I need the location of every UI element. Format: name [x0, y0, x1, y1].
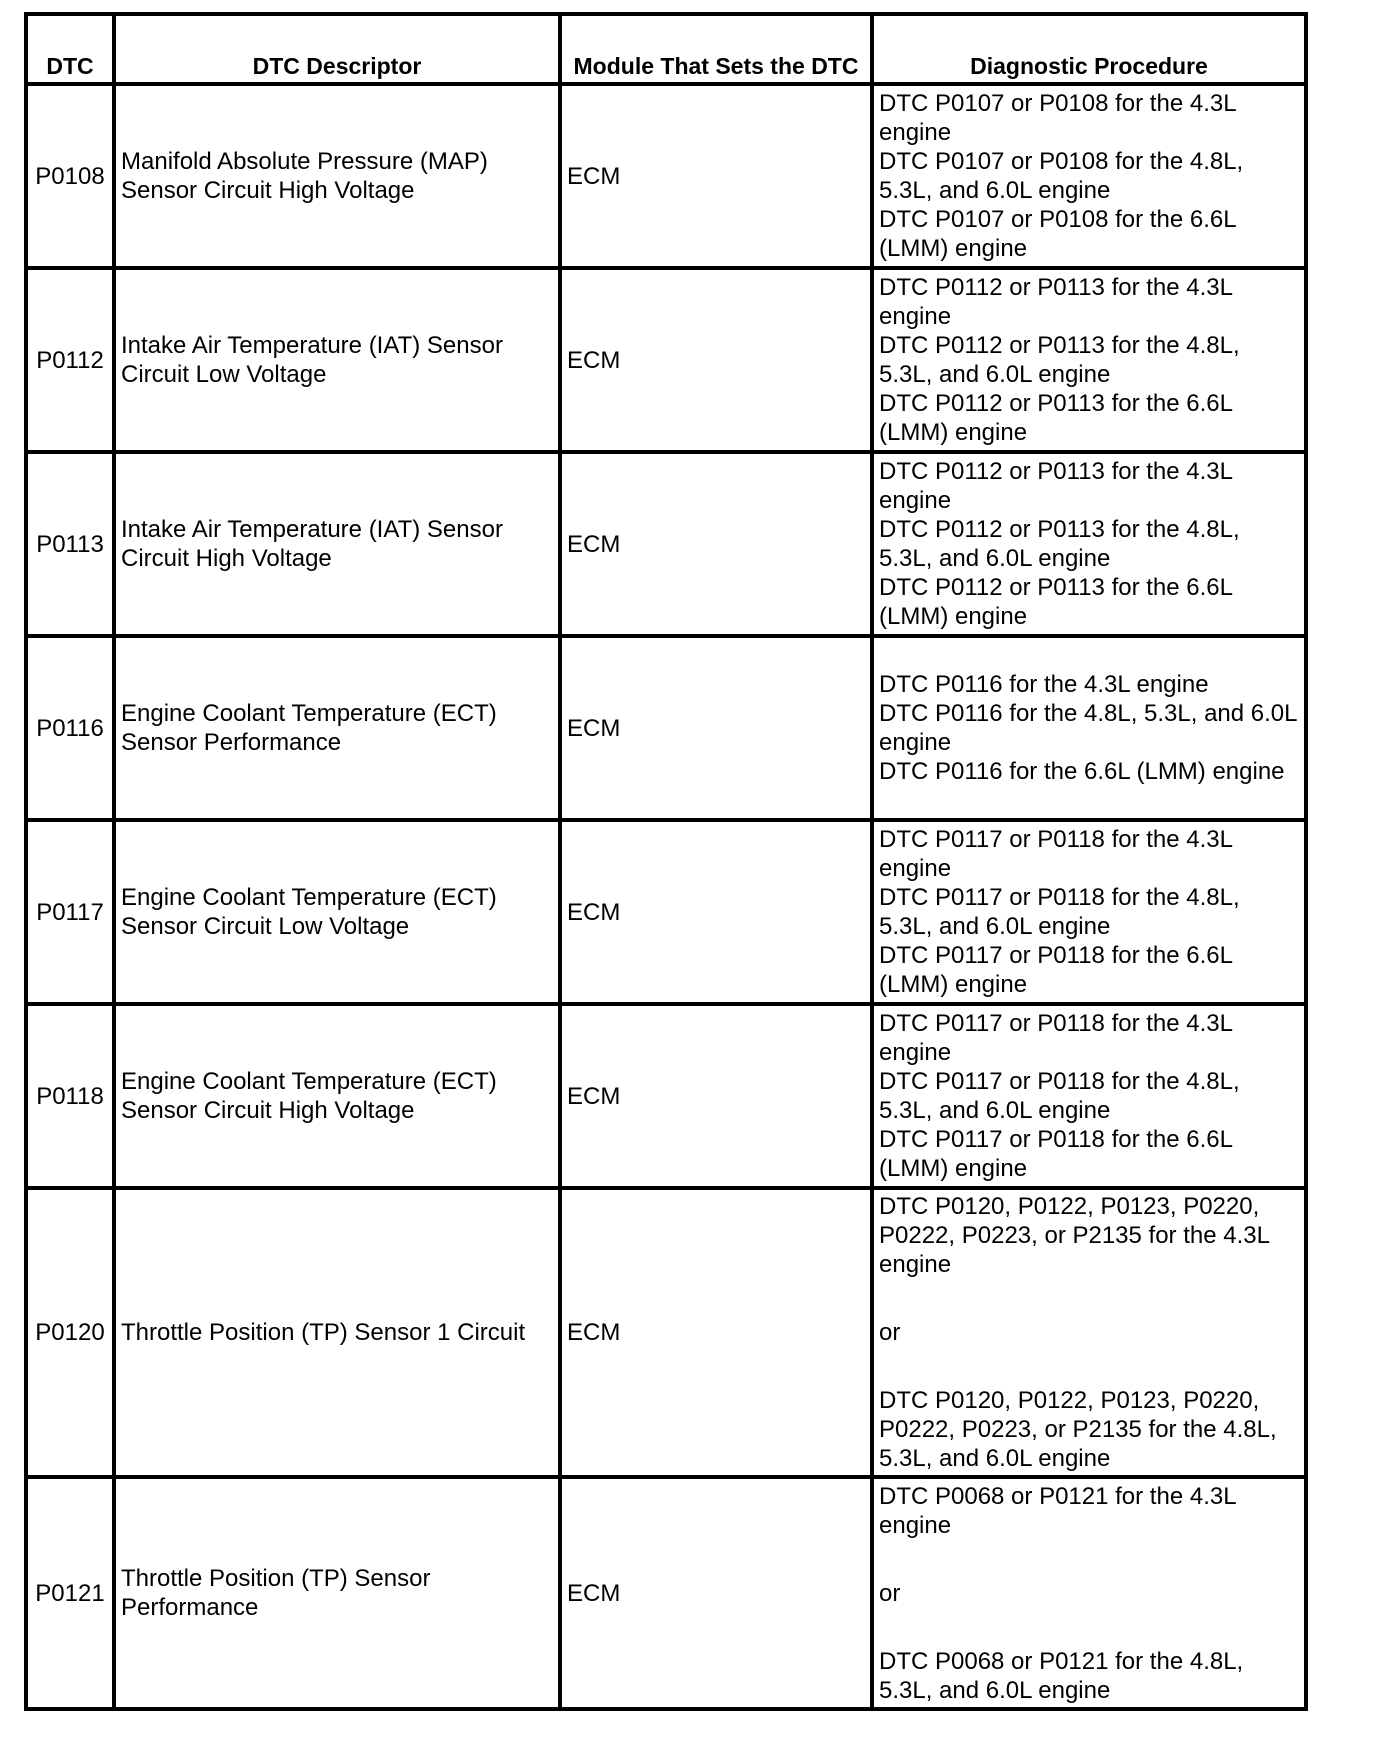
procedure-link[interactable]: DTC P0117 or P0118 for the 4.8L, 5.3L, and 6.0L engine — [879, 1068, 1240, 1124]
diagnostic-procedure — [872, 452, 1306, 636]
procedure-link[interactable]: DTC P0116 for the 4.8L, 5.3L, and 6.0L engine — [879, 700, 1297, 756]
procedure-link[interactable]: DTC P0112 or P0113 for the 4.8L, 5.3L, and 6.0L engine — [879, 516, 1240, 572]
module-name: ECM — [560, 84, 872, 268]
table-row — [26, 1004, 1306, 1188]
header-descriptor: DTC Descriptor — [114, 14, 560, 84]
table-row — [26, 1477, 1306, 1709]
dtc-descriptor: Engine Coolant Temperature (ECT) Sensor Circuit Low Voltage — [114, 820, 560, 1004]
procedure-link[interactable]: DTC P0068 or P0121 for the 4.3L engine — [879, 1482, 1236, 1539]
dtc-code: P0113 — [26, 452, 114, 636]
dtc-descriptor: Throttle Position (TP) Sensor Performance — [114, 1477, 560, 1709]
diagnostic-procedure — [872, 1477, 1306, 1709]
dtc-descriptor: Engine Coolant Temperature (ECT) Sensor Circuit High Voltage — [114, 1004, 560, 1188]
procedure-link[interactable]: DTC P0112 or P0113 for the 4.3L engine — [879, 274, 1233, 330]
procedure-link[interactable]: DTC P0117 or P0118 for the 6.6L (LMM) engine — [879, 942, 1233, 998]
dtc-descriptor: Intake Air Temperature (IAT) Sensor Circuit High Voltage — [114, 452, 560, 636]
header-dtc: DTC — [26, 14, 114, 84]
procedure-link[interactable]: DTC P0117 or P0118 for the 4.8L, 5.3L, and 6.0L engine — [879, 884, 1240, 940]
header-module: Module That Sets the DTC — [560, 14, 872, 84]
module-name: ECM — [560, 1188, 872, 1477]
procedure-link[interactable]: DTC P0107 or P0108 for the 4.8L, 5.3L, and 6.0L engine — [879, 148, 1244, 204]
table-header-row — [26, 14, 1306, 84]
module-name: ECM — [560, 636, 872, 820]
module-name: ECM — [560, 1477, 872, 1709]
dtc-code: P0120 — [26, 1188, 114, 1477]
procedure-link[interactable]: DTC P0117 or P0118 for the 4.3L engine — [879, 1010, 1233, 1066]
module-name: ECM — [560, 1004, 872, 1188]
diagnostic-procedure — [872, 820, 1306, 1004]
document-page — [24, 12, 1320, 1711]
procedure-link[interactable]: DTC P0117 or P0118 for the 4.3L engine — [879, 826, 1233, 882]
table-row — [26, 636, 1306, 820]
module-name: ECM — [560, 268, 872, 452]
diagnostic-procedure — [872, 84, 1306, 268]
dtc-code: P0121 — [26, 1477, 114, 1709]
procedure-link[interactable]: DTC P0112 or P0113 for the 6.6L (LMM) engine — [879, 390, 1233, 446]
procedure-link[interactable]: DTC P0068 or P0121 for the 4.8L, 5.3L, and 6.0L engine — [879, 1647, 1244, 1704]
procedure-link[interactable]: DTC P0120, P0122, P0123, P0220, P0222, P0223, or P2135 for the 4.3L engine — [879, 1193, 1270, 1278]
procedure-link[interactable]: DTC P0112 or P0113 for the 6.6L (LMM) engine — [879, 574, 1233, 630]
procedure-link[interactable]: DTC P0120, P0122, P0123, P0220, P0222, P0223, or P2135 for the 4.8L, 5.3L, and 6.0L engine — [879, 1387, 1277, 1472]
procedure-link[interactable]: DTC P0112 or P0113 for the 4.3L engine — [879, 458, 1233, 514]
dtc-code: P0118 — [26, 1004, 114, 1188]
procedure-or-separator: or — [879, 1319, 901, 1346]
procedure-link[interactable]: DTC P0116 for the 6.6L (LMM) engine — [879, 758, 1285, 785]
dtc-code: P0112 — [26, 268, 114, 452]
dtc-code: P0108 — [26, 84, 114, 268]
table-row — [26, 1188, 1306, 1477]
procedure-link[interactable]: DTC P0107 or P0108 for the 6.6L (LMM) engine — [879, 206, 1236, 262]
table-row — [26, 84, 1306, 268]
procedure-link[interactable]: DTC P0117 or P0118 for the 6.6L (LMM) engine — [879, 1126, 1233, 1182]
table-row — [26, 268, 1306, 452]
module-name: ECM — [560, 820, 872, 1004]
diagnostic-procedure — [872, 636, 1306, 820]
dtc-code: P0116 — [26, 636, 114, 820]
dtc-descriptor: Manifold Absolute Pressure (MAP) Sensor Circuit High Voltage — [114, 84, 560, 268]
dtc-descriptor: Intake Air Temperature (IAT) Sensor Circuit Low Voltage — [114, 268, 560, 452]
diagnostic-procedure — [872, 1188, 1306, 1477]
header-procedure: Diagnostic Procedure — [872, 14, 1306, 84]
table-row — [26, 820, 1306, 1004]
module-name: ECM — [560, 452, 872, 636]
diagnostic-procedure — [872, 268, 1306, 452]
procedure-link[interactable]: DTC P0116 for the 4.3L engine — [879, 671, 1209, 698]
procedure-link[interactable]: DTC P0107 or P0108 for the 4.3L engine — [879, 90, 1236, 146]
dtc-descriptor: Engine Coolant Temperature (ECT) Sensor Performance — [114, 636, 560, 820]
dtc-table — [24, 12, 1308, 1711]
table-row — [26, 452, 1306, 636]
dtc-descriptor: Throttle Position (TP) Sensor 1 Circuit — [114, 1188, 560, 1477]
procedure-link[interactable]: DTC P0112 or P0113 for the 4.8L, 5.3L, and 6.0L engine — [879, 332, 1240, 388]
dtc-code: P0117 — [26, 820, 114, 1004]
diagnostic-procedure — [872, 1004, 1306, 1188]
procedure-or-separator: or — [879, 1579, 901, 1607]
